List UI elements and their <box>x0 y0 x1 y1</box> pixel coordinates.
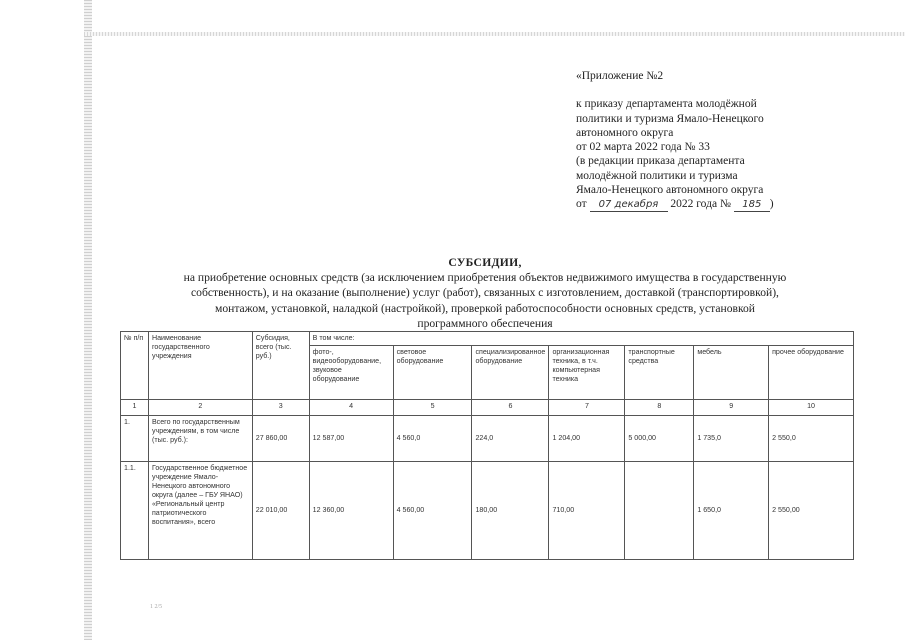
header-col: организационная техника, в т.ч. компьютерная техника <box>549 346 625 400</box>
closing-paren: ) <box>769 198 774 211</box>
row-cell: 1 204,00 <box>549 416 625 462</box>
table-row <box>121 416 854 462</box>
title-line: монтажом, установкой, наладкой (настройкой), проверкой работоспособности основных средств, установкой <box>214 301 756 315</box>
row-cell: 4 560,0 <box>393 416 472 462</box>
handwritten-date: 07 декабря <box>590 199 668 212</box>
header-num: № п/п <box>121 332 149 400</box>
row-cell: 4 560,00 <box>393 462 472 560</box>
header-col: световое оборудование <box>393 346 472 400</box>
appendix-date-line <box>576 197 876 212</box>
index-cell: 4 <box>309 400 393 416</box>
subsidies-table <box>120 331 854 560</box>
header-subsidy: Субсидия, всего (тыс. руб.) <box>252 332 309 400</box>
row-cell: 180,00 <box>472 462 549 560</box>
row-cell: 12 360,00 <box>309 462 393 560</box>
table-header-row <box>121 332 854 346</box>
appendix-block <box>576 69 876 212</box>
title-line: на приобретение основных средств (за исключением приобретения объектов недвижимого имущества в государственную <box>183 271 787 285</box>
header-col: специализированное оборудование <box>472 346 549 400</box>
row-cell: 1 735,0 <box>694 416 769 462</box>
row-num: 1.1. <box>121 462 149 560</box>
title-line: собственность), и на оказание (выполнение) услуг (работ), связанных с изготовлением, доставкой (транспортировкой), <box>191 286 779 300</box>
table-row <box>121 462 854 560</box>
index-cell: 6 <box>472 400 549 416</box>
appendix-line: к приказу департамента молодёжной <box>576 98 757 111</box>
row-num: 1. <box>121 416 149 462</box>
index-cell: 10 <box>769 400 854 416</box>
index-cell: 2 <box>148 400 252 416</box>
table-index-row <box>121 400 854 416</box>
row-cell: 2 550,00 <box>769 462 854 560</box>
title-heading: СУБСИДИИ, <box>448 256 522 269</box>
row-cell: 27 860,00 <box>252 416 309 462</box>
row-cell: 224,0 <box>472 416 549 462</box>
index-cell: 3 <box>252 400 309 416</box>
row-cell <box>625 462 694 560</box>
appendix-line: от 02 марта 2022 года № 33 <box>576 141 710 154</box>
scan-edge-top <box>84 32 905 36</box>
row-cell: 22 010,00 <box>252 462 309 560</box>
document-title <box>100 255 870 331</box>
index-cell: 8 <box>625 400 694 416</box>
appendix-line: молодёжной политики и туризма <box>576 169 738 182</box>
row-cell: 1 650,0 <box>694 462 769 560</box>
row-cell: 5 000,00 <box>625 416 694 462</box>
header-col: мебель <box>694 346 769 400</box>
index-cell: 5 <box>393 400 472 416</box>
row-name: Всего по государственным учреждениям, в том числе (тыс. руб.): <box>148 416 252 462</box>
header-col: фото-, видеооборудование, звуковое оборудование <box>309 346 393 400</box>
row-name: Государственное бюджетное учреждение Ямало-Ненецкого автономного округа (далее – ГБУ ЯНАО) «Региональный центр патриотического воспитания», всего <box>148 462 252 560</box>
handwritten-number: 185 <box>734 199 770 212</box>
date-prefix: от <box>576 198 587 211</box>
title-line: программного обеспечения <box>417 316 553 330</box>
appendix-line: политики и туризма Ямало-Ненецкого <box>576 112 764 125</box>
index-cell: 7 <box>549 400 625 416</box>
appendix-line: автономного округа <box>576 126 674 139</box>
row-cell: 12 587,00 <box>309 416 393 462</box>
header-name: Наименование государственного учреждения <box>148 332 252 400</box>
scan-edge-left <box>84 0 92 640</box>
header-col: прочее оборудование <box>769 346 854 400</box>
header-including: В том числе: <box>309 332 853 346</box>
row-cell: 710,00 <box>549 462 625 560</box>
page-footnote: 1 2/5 <box>150 604 163 610</box>
index-cell: 1 <box>121 400 149 416</box>
appendix-line: Ямало-Ненецкого автономного округа <box>576 184 764 197</box>
appendix-title: «Приложение №2 <box>576 70 664 82</box>
row-cell: 2 550,0 <box>769 416 854 462</box>
appendix-line: (в редакции приказа департамента <box>576 155 745 168</box>
number-sign: № <box>719 198 731 211</box>
year-text: 2022 года <box>670 198 718 211</box>
index-cell: 9 <box>694 400 769 416</box>
header-col: транспортные средства <box>625 346 694 400</box>
